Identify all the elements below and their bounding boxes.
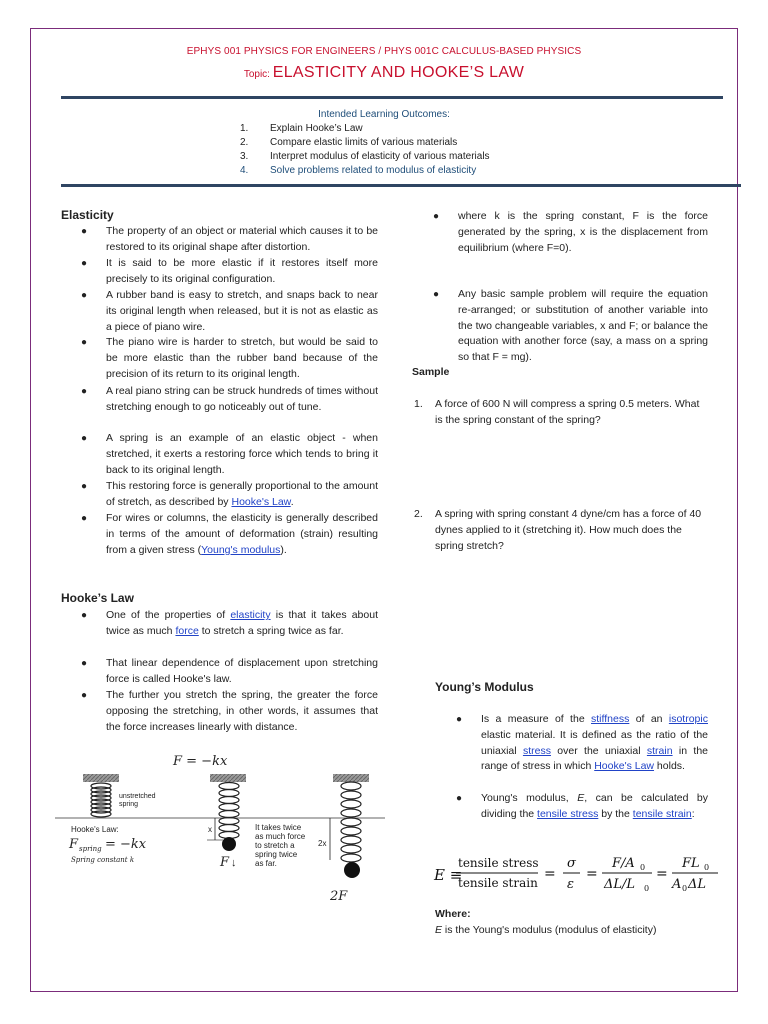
elasticity-link[interactable]: elasticity (230, 609, 271, 621)
hookes-law-link[interactable]: Hooke's Law (231, 495, 291, 508)
hooke-title: Hooke's Law: (71, 825, 119, 834)
mass-ball-2 (344, 862, 360, 878)
svg-text:=: = (656, 866, 668, 882)
outcome-item: 3. Interpret modulus of elasticity of various materials (240, 151, 490, 162)
stiffness-link[interactable]: stiffness (591, 713, 630, 725)
svg-text:ε: ε (567, 877, 574, 892)
outcomes-rule (61, 184, 741, 187)
elasticity-bullet: ● It is said to be more elastic if it restores itself more precisely to its original configuration. (81, 257, 378, 285)
spring-constant-label: Spring constant k (71, 856, 135, 864)
outcome-item: 4. Solve problems related to modulus of elasticity (240, 165, 477, 176)
force-label: F (220, 855, 230, 870)
svg-text:to stretch a: to stretch a (255, 841, 295, 850)
sample-heading: Sample (412, 366, 450, 378)
topic-label: Topic: (243, 69, 273, 80)
elasticity-heading: Elasticity (61, 208, 114, 222)
svg-text:ΔL: ΔL (688, 877, 707, 892)
hooke-eq-sub: spring (79, 845, 102, 853)
header-rule (61, 96, 723, 99)
spring-diagram (55, 748, 385, 908)
sample-question-2: 2. A spring with spring constant 4 dyne/cm has a force of 40 dynes applied to it (stretching it). How much does the spring stretch? (414, 508, 702, 552)
ceiling-middle (210, 774, 246, 782)
hooke-eq-rhs: = −kx (105, 837, 147, 852)
svg-text:=: = (586, 866, 598, 882)
stress-link[interactable]: stress (522, 744, 551, 757)
topic-line (0, 64, 768, 82)
hookes-law-heading: Hooke’s Law (61, 591, 134, 605)
mass-ball-1 (222, 837, 236, 851)
svg-text:σ: σ (567, 856, 576, 871)
hookes-bullet: ● That linear dependence of displacement upon stretching force is called Hooke's law. (81, 657, 378, 685)
ceiling-left (83, 774, 119, 782)
where-heading: Where: (435, 908, 471, 920)
svg-text:as far.: as far. (255, 859, 277, 868)
svg-text:FL: FL (682, 856, 700, 871)
hookes-bullet: ● The further you stretch the spring, the greater the force opposing the stretching, in other words, it assumes that the force increases linearly with distance. (81, 689, 378, 733)
tensile-stress-link[interactable]: tensile stress (537, 807, 599, 820)
svg-text:0: 0 (640, 863, 646, 872)
svg-text:It takes twice: It takes twice (255, 823, 302, 832)
hookes-bullet: ● One of the properties of elasticity is that it takes about twice as much force to stretch a spring twice as far. (81, 609, 378, 637)
youngs-bullet: ● Is a measure of the stiffness of an isotropic elastic material. It is defined as the ratio of the uniaxial stress over the uniaxial strain in the range of stress in which Hooke's Law holds. (456, 713, 708, 773)
svg-text:tensile strain: tensile strain (458, 876, 538, 890)
elasticity-bullet: ● This restoring force is generally proportional to the amount of stretch, as described by Hooke's Law. (81, 480, 378, 508)
sample-question-1: 1. A force of 600 N will compress a spring 0.5 meters. What is the spring constant of the spring? (414, 398, 700, 426)
sample-note-bullet: ● Any basic sample problem will require the equation re-arranged; or substitution of another variable into the two changeable variables, x and F; or balance the equation with another force (say, a mass on a spring so that F = mg). (433, 288, 708, 364)
topic-title: ELASTICITY AND HOOKE’S LAW (272, 64, 525, 81)
twice-note (255, 823, 306, 868)
strain-link[interactable]: strain (646, 744, 673, 757)
svg-text:0: 0 (682, 884, 688, 893)
hooke-eq-f: F (69, 837, 79, 852)
outcomes-heading: Intended Learning Outcomes: (318, 109, 450, 120)
where-definition: E is the Young's modulus (modulus of elasticity) (435, 924, 657, 936)
svg-text:=: = (544, 866, 556, 882)
elasticity-bullet: ● A spring is an example of an elastic object - when stretched, it exerts a restoring force which tends to bring it back to its original length. (81, 432, 378, 476)
diagram-equation: F = −kx (173, 754, 228, 769)
svg-text:F/A: F/A (612, 856, 635, 871)
youngs-modulus-heading: Young’s Modulus (435, 680, 534, 694)
stretched-spring-x (219, 783, 239, 839)
svg-text:ΔL/L: ΔL/L (604, 877, 636, 892)
svg-text:spring twice: spring twice (255, 850, 298, 859)
elasticity-bullet: ● The property of an object or material which causes it to be restored to its original shape after distortion. (81, 225, 378, 253)
course-title: EPHYS 001 PHYSICS FOR ENGINEERS / PHYS 001C CALCULUS-BASED PHYSICS (186, 46, 582, 57)
isotropic-link[interactable]: isotropic (668, 713, 708, 725)
svg-text:as much force: as much force (255, 832, 306, 841)
force-arrow-icon: ↓ (231, 857, 237, 869)
youngs-modulus-formula (432, 850, 722, 898)
outcome-item: 1. Explain Hooke’s Law (240, 123, 363, 134)
elasticity-bullet: ● A real piano string can be struck hundreds of times without stretching enough to go noticeably out of tune. (81, 385, 378, 413)
youngs-modulus-link[interactable]: Young's modulus (201, 543, 281, 556)
svg-text:tensile stress: tensile stress (458, 856, 539, 870)
unstretched-label-2: spring (119, 801, 139, 808)
svg-text:E ≡: E ≡ (434, 866, 463, 884)
outcome-item: 2. Compare elastic limits of various materials (240, 137, 458, 148)
hookes-law-link-2[interactable]: Hooke's Law (594, 760, 655, 773)
elasticity-bullet: ● For wires or columns, the elasticity is generally described in terms of the amount of deformation (strain) resulting from a given stress (Young's modulus). (81, 512, 378, 556)
force-link[interactable]: force (175, 624, 199, 637)
x-label: x (208, 825, 212, 834)
youngs-bullet: ● Young's modulus, E, can be calculated by dividing the tensile stress by the tensile strain: (456, 792, 708, 820)
elasticity-bullet: ● A rubber band is easy to stretch, and snaps back to near its original length when released, but it is not as elastic as a piece of piano wire. (81, 289, 378, 333)
elasticity-bullet: ● The piano wire is harder to stretch, but would be said to be more elastic than the rubber band because of the precision of its return to its original length. (81, 336, 378, 380)
double-force-label: 2F (330, 889, 348, 904)
stretched-spring-2x (341, 782, 361, 862)
definition-bullet: ● where k is the spring constant, F is the force generated by the spring, x is the displacement from equilibrium (where F=0). (433, 210, 708, 254)
2x-label: 2x (318, 839, 327, 848)
ceiling-right (333, 774, 369, 782)
svg-text:A: A (672, 877, 682, 892)
svg-text:0: 0 (704, 863, 710, 872)
svg-text:0: 0 (644, 884, 650, 893)
tensile-strain-link[interactable]: tensile strain (632, 807, 692, 820)
unstretched-label-1: unstretched (119, 793, 156, 800)
unstretched-spring (91, 783, 111, 817)
